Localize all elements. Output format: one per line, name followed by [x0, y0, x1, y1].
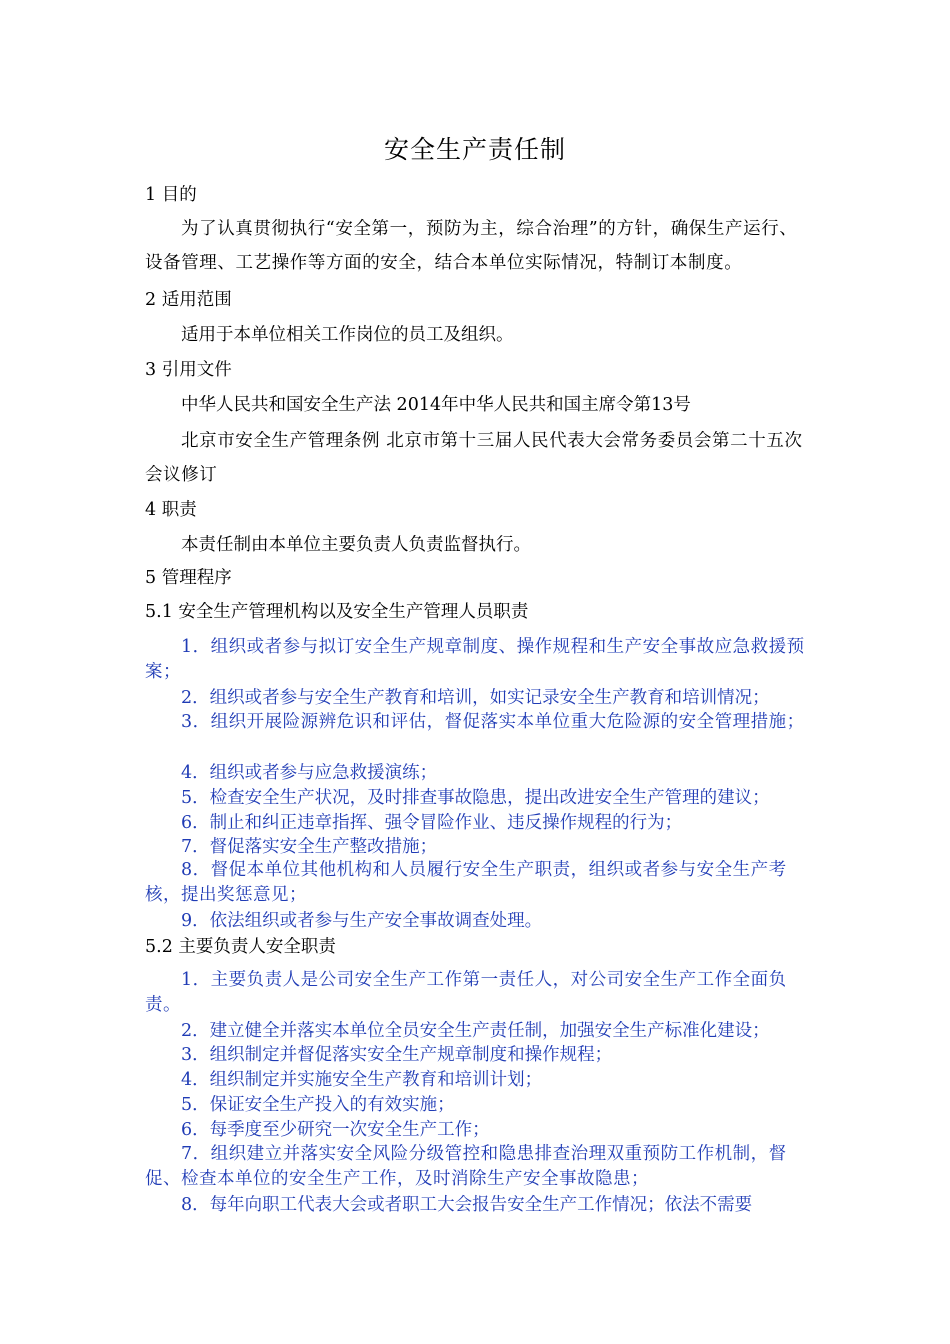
section-4-heading: 4 职责: [145, 500, 197, 520]
section-4-body: 本责任制由本单位主要负责人负责监督执行。: [181, 535, 531, 555]
list-item: 1．主要负责人是公司安全生产工作第一责任人，对公司安全生产工作全面负责。: [145, 970, 787, 1015]
document-title: 安全生产责任制: [383, 135, 566, 164]
list-item: 3．组织制定并督促落实安全生产规章制度和操作规程；: [181, 1045, 613, 1065]
reference-item: 中华人民共和国安全生产法 2014年中华人民共和国主席令第13号: [181, 395, 691, 415]
list-item: 5．保证安全生产投入的有效实施；: [181, 1095, 455, 1115]
section-5-2-heading: 5.2 主要负责人安全职责: [145, 937, 336, 957]
list-item: 4．组织制定并实施安全生产教育和培训计划；: [181, 1070, 543, 1090]
list-item: 6．制止和纠正违章指挥、强令冒险作业、违反操作规程的行为；: [181, 813, 683, 833]
list-item: 2．建立健全并落实本单位全员安全生产责任制，加强安全生产标准化建设；: [181, 1021, 770, 1041]
list-item: 1．组织或者参与拟订安全生产规章制度、操作规程和生产安全事故应急救援预案；: [145, 637, 805, 682]
section-5-heading: 5 管理程序: [145, 568, 232, 588]
list-item: 8．每年向职工代表大会或者职工大会报告安全生产工作情况；依法不需要: [181, 1195, 753, 1215]
list-item: 2．组织或者参与安全生产教育和培训，如实记录安全生产教育和培训情况；: [181, 688, 770, 708]
section-5-1-heading: 5.1 安全生产管理机构以及安全生产管理人员职责: [145, 602, 529, 622]
list-item: 7．督促落实安全生产整改措施；: [181, 837, 438, 857]
section-2-body: 适用于本单位相关工作岗位的员工及组织。: [181, 325, 514, 345]
list-item: 6．每季度至少研究一次安全生产工作；: [181, 1120, 490, 1140]
list-item: 3．组织开展险源辨危识和评估，督促落实本单位重大危险源的安全管理措施；: [181, 712, 805, 732]
list-item: 8．督促本单位其他机构和人员履行安全生产职责，组织或者参与安全生产考核，提出奖惩意见；: [145, 860, 787, 905]
list-item: 4．组织或者参与应急救援演练；: [181, 763, 438, 783]
section-1-body: 为了认真贯彻执行“安全第一，预防为主，综合治理”的方针，确保生产运行、设备管理、工艺操作等方面的安全，结合本单位实际情况，特制订本制度。: [145, 219, 798, 273]
section-2-heading: 2 适用范围: [145, 290, 232, 310]
list-item: 9．依法组织或者参与生产安全事故调查处理。: [181, 911, 543, 931]
list-item: 5．检查安全生产状况，及时排查事故隐患，提出改进安全生产管理的建议；: [181, 788, 770, 808]
reference-item: 北京市安全生产管理条例 北京市第十三届人民代表大会常务委员会第二十五次会议修订: [145, 431, 803, 485]
section-3-heading: 3 引用文件: [145, 360, 232, 380]
section-1-heading: 1 目的: [145, 185, 197, 205]
list-item: 7．组织建立并落实安全风险分级管控和隐患排查治理双重预防工作机制，督促、检查本单位的安全生产工作，及时消除生产安全事故隐患；: [145, 1144, 787, 1189]
